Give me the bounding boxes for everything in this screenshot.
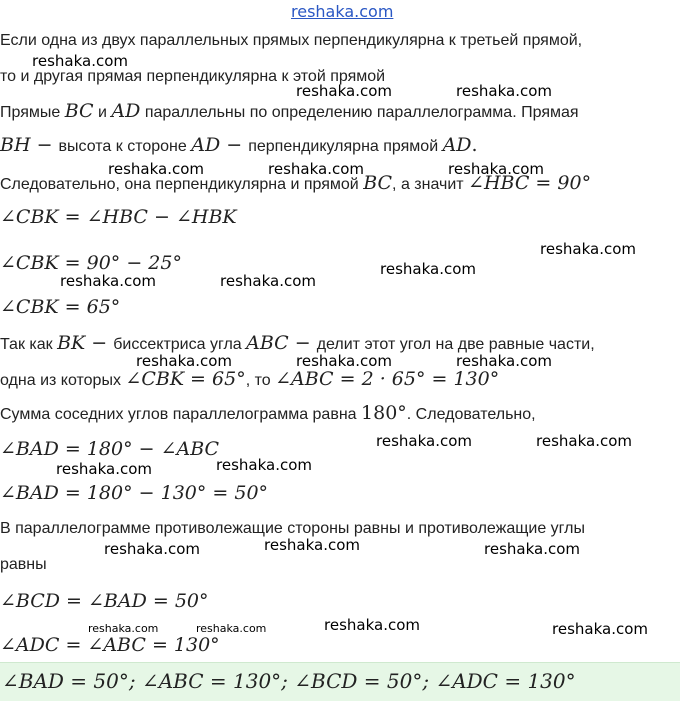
watermark: reshaka.com xyxy=(220,272,316,290)
watermark: reshaka.com xyxy=(60,272,156,290)
math-dash: − xyxy=(220,134,249,156)
math-ad: AD xyxy=(191,134,221,156)
text: Прямые xyxy=(0,104,65,121)
text-line-3 xyxy=(0,100,579,122)
text-line-4 xyxy=(0,134,478,156)
text-line-11 xyxy=(0,402,536,424)
watermark: reshaka.com xyxy=(376,432,472,450)
answer-box xyxy=(0,662,680,701)
text: , а значит xyxy=(392,176,469,193)
watermark: reshaka.com xyxy=(540,240,636,258)
text: , то xyxy=(245,372,276,389)
text-line-2: то и другая прямая перпендикулярна к этой прямой xyxy=(0,68,386,85)
text: одна из которых xyxy=(0,372,126,389)
watermark: reshaka.com xyxy=(456,352,552,370)
text: перпендикулярна прямой xyxy=(248,138,443,155)
watermark: reshaka.com xyxy=(88,622,159,635)
answer-text: ∠BAD = 50°; ∠ABC = 130°; ∠BCD = 50°; ∠ADC = 130° xyxy=(2,669,576,693)
math-angle-hbc: ∠HBC = 90° xyxy=(468,172,592,194)
watermark: reshaka.com xyxy=(296,352,392,370)
text: высота к стороне xyxy=(58,138,192,155)
text: и xyxy=(93,104,112,121)
watermark: reshaka.com xyxy=(268,160,364,178)
watermark: reshaka.com xyxy=(456,82,552,100)
watermark: reshaka.com xyxy=(196,622,267,635)
math-180: 180° xyxy=(361,402,407,424)
math-dash: − xyxy=(85,332,114,354)
math-bc: BC xyxy=(363,172,393,194)
math-dash: − xyxy=(30,134,59,156)
math-line-6: ∠CBK = ∠HBC − ∠HBK xyxy=(0,206,237,228)
text: Сумма соседних углов параллелограмма равна xyxy=(0,406,362,423)
math-angle-abc: ∠ABC = 2 · 65° = 130° xyxy=(275,368,500,390)
math-line-16: ∠BCD = ∠BAD = 50° xyxy=(0,590,209,612)
text-line-14: В параллелограмме противолежащие стороны равны и противолежащие углы xyxy=(0,520,585,537)
watermark: reshaka.com xyxy=(448,160,544,178)
watermark: reshaka.com xyxy=(264,536,360,554)
math-bh: BH xyxy=(0,134,31,156)
watermark: reshaka.com xyxy=(484,540,580,558)
math-dash: − xyxy=(288,332,317,354)
watermark: reshaka.com xyxy=(552,620,648,638)
math-line-13: ∠BAD = 180° − 130° = 50° xyxy=(0,482,269,504)
text: параллельны по определению параллелограмма. Прямая xyxy=(140,104,579,121)
text-line-1: Если одна из двух параллельных прямых перпендикулярна к третьей прямой, xyxy=(0,32,583,49)
text-line-10 xyxy=(0,368,499,390)
watermark: reshaka.com xyxy=(536,432,632,450)
watermark: reshaka.com xyxy=(216,456,312,474)
math-bc: BC xyxy=(64,100,94,122)
text: Так как xyxy=(0,336,58,353)
math-bk: BK xyxy=(57,332,86,354)
math-angle-cbk: ∠CBK = 65° xyxy=(125,368,246,390)
math-ad: AD xyxy=(442,134,472,156)
watermark: reshaka.com xyxy=(296,82,392,100)
math-ad: AD xyxy=(111,100,141,122)
watermark: reshaka.com xyxy=(380,260,476,278)
math-line-17: ∠ADC = ∠ABC = 130° xyxy=(0,634,220,656)
math-line-8: ∠CBK = 65° xyxy=(0,296,121,318)
watermark: reshaka.com xyxy=(104,540,200,558)
math-abc: ABC xyxy=(246,332,289,354)
text: Следовательно, она перпендикулярна и прямой xyxy=(0,176,364,193)
site-header-link[interactable]: reshaka.com xyxy=(291,2,394,21)
text-line-15: равны xyxy=(0,556,47,573)
watermark: reshaka.com xyxy=(108,160,204,178)
watermark: reshaka.com xyxy=(56,460,152,478)
text: делит этот угол на две равные части, xyxy=(316,336,595,353)
math-line-12: ∠BAD = 180° − ∠ABC xyxy=(0,438,220,460)
text: . Следовательно, xyxy=(406,406,536,423)
watermark: reshaka.com xyxy=(324,616,420,634)
text: биссектриса угла xyxy=(113,336,247,353)
math-period: . xyxy=(471,134,478,156)
watermark: reshaka.com xyxy=(136,352,232,370)
text-line-9 xyxy=(0,332,595,354)
math-line-7: ∠CBK = 90° − 25° xyxy=(0,252,182,274)
watermark: reshaka.com xyxy=(32,52,128,70)
